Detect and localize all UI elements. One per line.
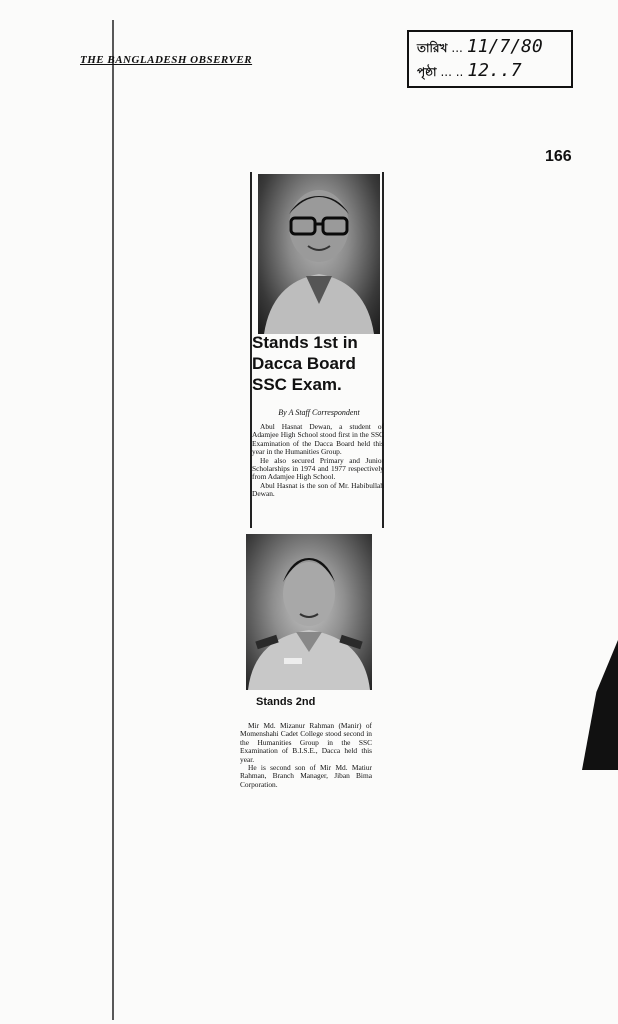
portrait-1-figure xyxy=(258,174,380,334)
newspaper-masthead: THE BANGLADESH OBSERVER xyxy=(80,54,253,66)
portrait-photo-1 xyxy=(258,174,380,334)
clipping-article-1 xyxy=(248,172,386,530)
margin-rule xyxy=(112,20,114,1020)
stamp-date-label: তারিখ xyxy=(417,41,448,55)
stamp-dots: ... .. xyxy=(440,65,464,79)
page-number: 166 xyxy=(545,148,572,165)
stamp-page-label: পৃষ্ঠা xyxy=(417,65,437,79)
article-paragraph: Abul Hasnat Dewan, a student of Adamjee High School stood first in the SSC Examination of the Dacca Board held this year in the Humanities Group. xyxy=(252,422,384,457)
headline-line: Dacca Board xyxy=(252,354,356,373)
headline-line: Stands 1st in xyxy=(252,333,358,352)
article-paragraph: He is second son of Mir Md. Matiur Rahman, Branch Manager, Jiban Bima Corporation. xyxy=(240,763,372,789)
article-1-headline xyxy=(252,332,382,395)
archive-stamp xyxy=(407,30,573,88)
clipping-article-2 xyxy=(236,530,376,802)
portrait-photo-2 xyxy=(246,534,372,690)
article-2-body xyxy=(240,722,372,789)
stamp-page-value: 12..7 xyxy=(467,60,522,81)
stamp-date-value: 11/7/80 xyxy=(466,36,543,57)
headline-line: SSC Exam. xyxy=(252,375,342,394)
portrait-2-figure xyxy=(246,534,372,690)
article-paragraph: He also secured Primary and Junior Scholarships in 1974 and 1977 respectively from Adamjee High School. xyxy=(252,455,384,482)
article-1-byline: By A Staff Correspondent xyxy=(278,408,360,417)
scan-artifact xyxy=(582,640,618,770)
article-paragraph: Abul Hasnat is the son of Mr. Habibullah Dewan. xyxy=(252,480,384,499)
article-2-headline: Stands 2nd xyxy=(256,696,316,708)
stamp-dots: ... xyxy=(451,41,463,55)
article-1-body xyxy=(252,423,384,499)
article-paragraph: Mir Md. Mizanur Rahman (Manir) of Momenshahi Cadet College stood second in the Humanities Group in the SSC Examination of B.I.S.E., Dacca held this year. xyxy=(240,721,372,764)
